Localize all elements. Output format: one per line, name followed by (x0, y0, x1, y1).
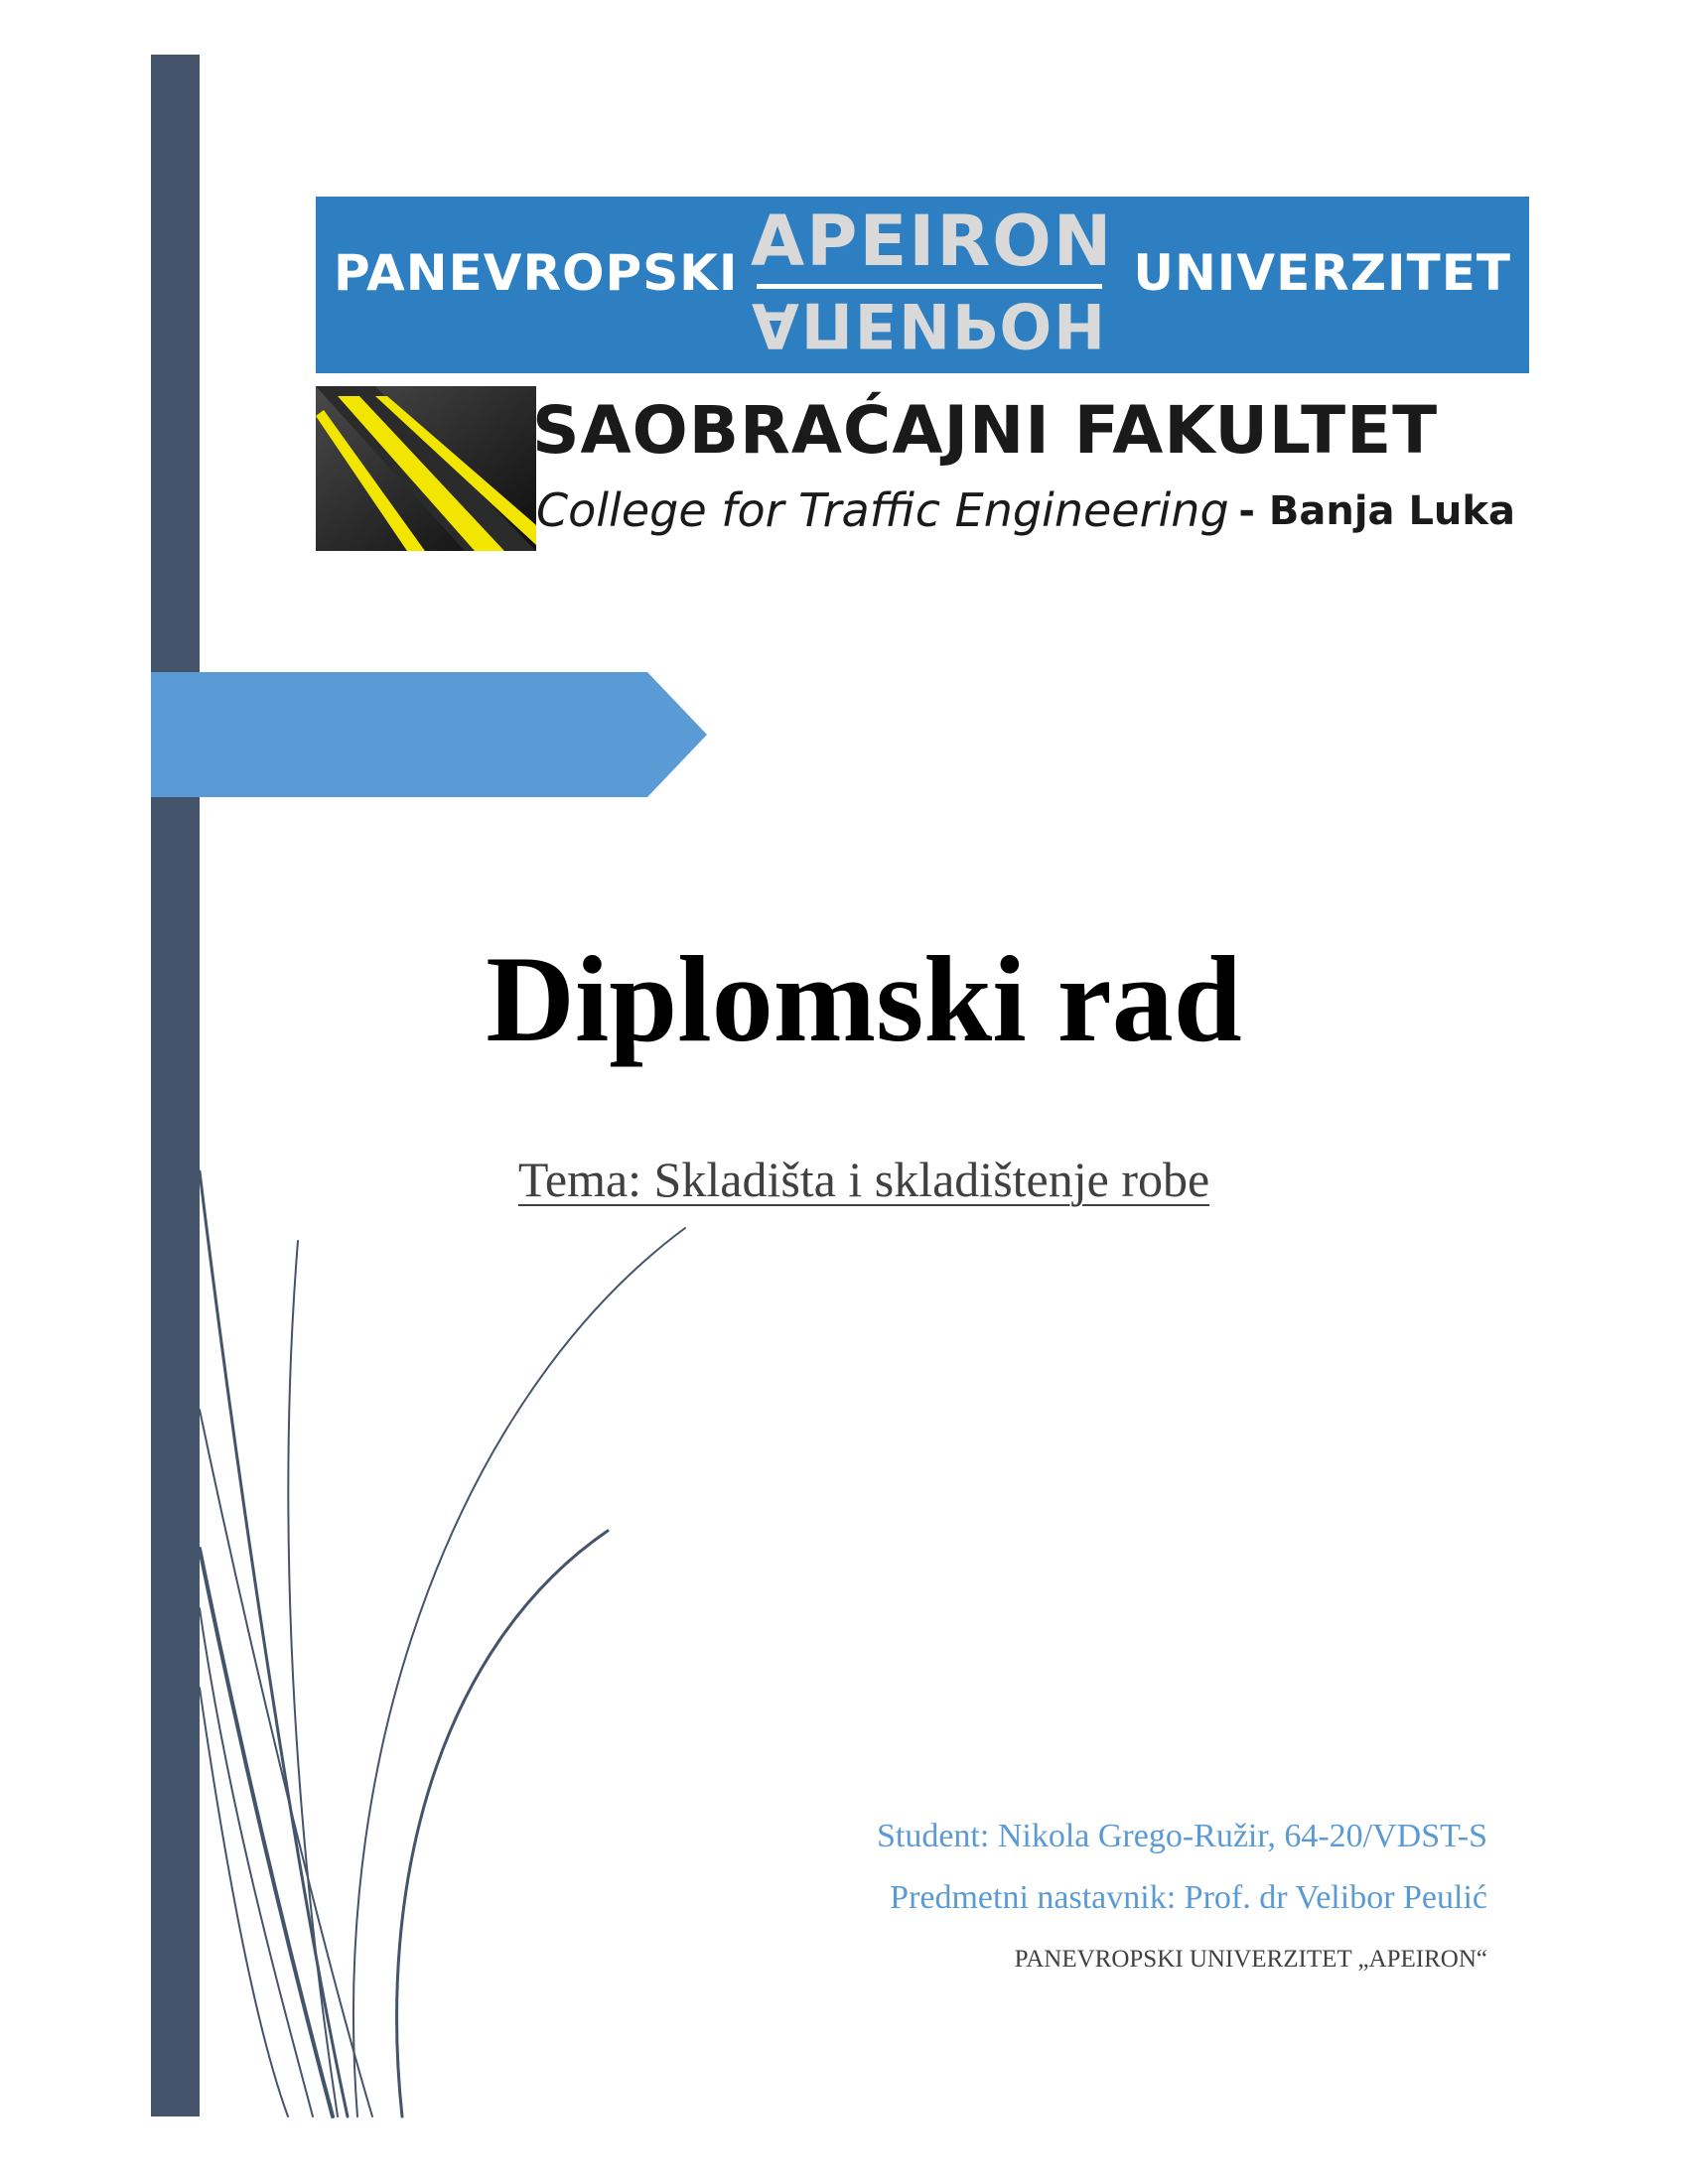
document-topic (199, 1152, 1529, 1207)
student-info: Student: Nikola Grego-Ružir, 64-20/VDST-S (876, 1818, 1487, 1854)
curve-line (200, 1410, 372, 2116)
faculty-name: SAOBRAĆAJNI FAKULTET (532, 392, 1439, 469)
document-title: Diplomski rad (486, 931, 1242, 1067)
document-topic-text: Tema: Skladišta i skladištenje robe (517, 1152, 1210, 1207)
curve-line (288, 1241, 338, 2116)
apeiron-wordmark-mirrored: АПЕИРОН (751, 289, 1108, 361)
mentor-info: Predmetni nastavnik: Prof. dr Velibor Peulić (890, 1879, 1487, 1916)
logo-right-word: UNIVERZITET (1133, 244, 1511, 302)
university-logo-banner (316, 197, 1529, 373)
road-icon (316, 386, 536, 551)
university-info: PANEVROPSKI UNIVERZITET „APEIRON“ (1014, 1946, 1487, 1973)
logo-left-word: PANEVROPSKI (334, 244, 739, 302)
faculty-english-name: College for Traffic Engineering (536, 483, 1229, 537)
faculty-logo-banner (316, 380, 1529, 555)
curve-line (200, 1171, 348, 2116)
curve-line (353, 1228, 685, 2116)
apeiron-wordmark: APEIRON (751, 201, 1114, 282)
faculty-city: - Banja Luka (1238, 488, 1515, 534)
curve-line (200, 1608, 313, 2116)
apeiron-logo-mark (751, 201, 1114, 369)
curve-line (200, 1549, 333, 2116)
arrow-banner (151, 672, 707, 797)
